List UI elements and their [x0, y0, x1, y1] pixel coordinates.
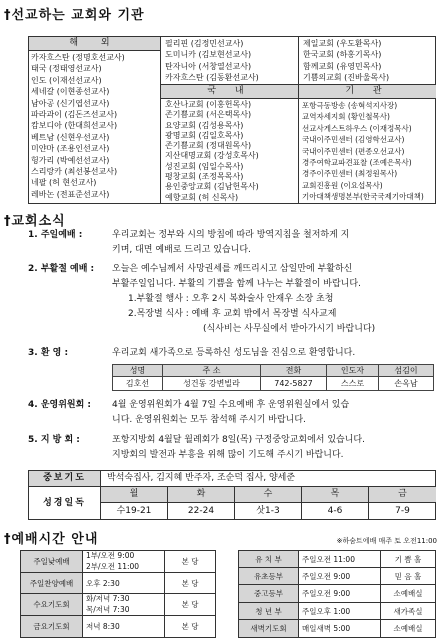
- news-text: 지방회의 발전과 부흥을 위해 많이 기도해 주시기 바랍니다.: [112, 450, 344, 460]
- worship-place: 본 당: [165, 594, 215, 616]
- news-item-3: [28, 346, 435, 361]
- news-text: 부활주일입니다. 부활의 기쁨을 함께 나누는 부활절이 바랍니다.: [112, 279, 361, 289]
- news-text: 우리교회 새가족으로 등록하신 성도님을 진심으로 환영합니다.: [112, 348, 356, 358]
- list-item: 함께교회 (유영민목사): [303, 61, 382, 71]
- table-cell: 스스로: [327, 377, 379, 391]
- table-cell: 성건동 강변빌라: [163, 377, 261, 391]
- list-item: 존기쁨교회 (정대원목사): [165, 141, 252, 151]
- missions-title: †선교하는 교회와 기관: [4, 8, 145, 23]
- worship-time: 매일새벽 5:00: [299, 620, 381, 637]
- list-item: 베트남 (신현우선교사): [31, 132, 110, 142]
- worship-time: 저녁 8:30: [83, 616, 165, 638]
- bible-reading: 4-6: [302, 503, 369, 520]
- table-header: 성명: [113, 365, 163, 377]
- bible-reading: 7-9: [395, 506, 410, 516]
- list-item: 태국 (정태영선교사): [31, 64, 102, 74]
- bible-day: 화: [168, 487, 235, 503]
- worship-time: 1부/오전 9:00 2부/오전 11:00: [83, 551, 165, 573]
- domestic-list: [161, 99, 299, 204]
- worship-name: 주일찬양예배: [21, 573, 83, 595]
- list-item: 평창교회 (조정목목사): [165, 172, 244, 182]
- worship-time: 오후 2:30: [83, 573, 165, 595]
- list-item: 네팔 (허 현선교사): [31, 178, 97, 188]
- bible-day: 금: [369, 487, 436, 503]
- prayer-label: 중보기도: [29, 471, 101, 487]
- worship-name: 금요기도회: [21, 616, 83, 638]
- list-item: 세네갈 (이현종선교사): [31, 87, 110, 97]
- list-item: 레바논 (전표준선교사): [31, 189, 110, 199]
- overseas-left-list: [29, 51, 161, 204]
- news-text: 오늘은 예수님께서 사망권세를 깨뜨리시고 삼일만에 부활하신: [112, 264, 353, 274]
- prayer-text: 박석숙집사, 김지혜 반주자, 조순덕 집사, 양세준: [107, 473, 296, 483]
- newcomer-table: [112, 364, 434, 391]
- list-item: 카자흐스탄 (김동환선교사): [165, 73, 259, 83]
- worship-title: †예배시간 안내: [4, 532, 99, 547]
- list-item: 도미니카 (김보현선교사): [165, 50, 252, 60]
- news-text: 1.부활절 행사 : 오후 2시 복화술사 안재우 소장 초청: [128, 294, 334, 304]
- news-item-5: [28, 433, 435, 463]
- table-cell: 742-5827: [261, 377, 327, 391]
- news-label: 5. 지 방 회 :: [28, 435, 80, 445]
- list-item: 스리랑카 (최선봉선교사): [31, 167, 118, 177]
- list-item: 광명교회 (김일호목사): [165, 130, 244, 140]
- list-item: 경주여학교파견표찰 (조예은목사): [302, 158, 412, 168]
- worship-right-table: [238, 550, 436, 638]
- worship-time: 주일오전 9:00: [299, 585, 381, 602]
- table-header: 인도자: [327, 365, 379, 377]
- worship-note: ※하숨트에배 매주 토 오전11:00: [336, 537, 437, 545]
- list-item: 호산나교회 (이홍헌목사): [165, 100, 252, 109]
- list-item: 선교사게스트하우스 (이재정목사): [302, 123, 412, 133]
- worship-place: 소예배실: [393, 623, 423, 633]
- worship-name: 청 년 부: [239, 603, 299, 620]
- list-item: 헝가리 (박예선선교사): [31, 155, 110, 165]
- list-item: 카자흐스탄 (정명호선교사): [31, 53, 125, 62]
- list-item: 국내이주민센터 (김영학선교사): [302, 135, 405, 145]
- list-item: 예향교회 (허 신목사): [165, 192, 239, 202]
- news-label: 4. 운영위원회 :: [28, 400, 92, 410]
- list-item: 지산대명교회 (강성호목사): [165, 151, 259, 161]
- bible-reading: 수19-21: [101, 503, 168, 520]
- worship-time: 주일오전 11:00: [299, 551, 381, 568]
- list-item: 교회진흥원 (이요섭목사): [302, 180, 383, 190]
- table-header-row: [113, 365, 434, 377]
- bible-reading: 삿1-3: [235, 503, 302, 520]
- worship-name: 주일낮예배: [21, 551, 83, 573]
- list-item: 탄자니아 (서창열선교사): [165, 61, 252, 71]
- news-label: 1. 주일예배 :: [28, 230, 83, 240]
- list-item: 국내이주민센터 (편종오선교사): [302, 146, 405, 156]
- table-cell: 김호선: [113, 377, 163, 391]
- worship-time: 주일오전 9:00: [299, 568, 381, 585]
- table-header: 주 소: [163, 365, 261, 377]
- list-item: 제일교회 (우도환목사): [303, 39, 382, 48]
- list-item: 성진교회 (임일수목사): [165, 161, 244, 171]
- news-text: 2.목장별 식사 : 예배 후 교회 밖에서 목장별 식사교제: [128, 309, 337, 319]
- worship-name: 유 치 부: [239, 551, 299, 568]
- overseas-right-list: [299, 37, 436, 85]
- worship-place: 본 당: [165, 573, 215, 595]
- news-label: 3. 환 영 :: [28, 348, 69, 358]
- list-item: 포항극동방송 (송혁석지사장): [302, 101, 398, 110]
- worship-place: 믿 음 홀: [381, 568, 435, 585]
- list-item: 경주이주민센터 (최정원목사): [302, 169, 398, 179]
- news-text: 4월 운영위원회가 4월 7일 수요예배 후 운영위원실에서 있습: [112, 400, 350, 410]
- news-text: 포항지방회 4월달 월례회가 8일(목) 구정중앙교회에서 있습니다.: [112, 435, 365, 445]
- news-item-1: [28, 228, 435, 258]
- table-header: 전화: [261, 365, 327, 377]
- list-item: 존기쁨교회 (서은택목사): [165, 110, 252, 120]
- worship-place: 새가족실: [381, 603, 435, 620]
- list-item: 교역자세지회 (황인철목사): [302, 112, 390, 122]
- worship-place: 본 당: [181, 621, 199, 631]
- bible-day: 수: [235, 487, 302, 503]
- bible-label: 성경일독: [29, 487, 101, 520]
- list-item: 기쁨의교회 (진바울목사): [303, 73, 390, 83]
- list-item: 필리핀 (김정민선교사): [165, 39, 244, 48]
- list-item: 파라과이 (김돈즈선교사): [31, 110, 118, 120]
- bible-grid: [101, 487, 436, 520]
- news-text: (식사비는 사무실에서 받아가시기 바랍니다): [203, 324, 376, 334]
- worship-name: 중고등부: [239, 585, 299, 602]
- worship-place: 본 당: [165, 551, 215, 573]
- news-label: 2. 부활절 예배 :: [28, 264, 95, 274]
- worship-name: 유초등부: [239, 568, 299, 585]
- list-item: 미얀마 (조용인선교사): [31, 144, 110, 154]
- news-text: 니다. 운영위원회는 모두 참석해 주시기 바랍니다.: [112, 415, 306, 425]
- news-title: †교회소식: [4, 214, 66, 229]
- institution-header: 기 관: [299, 85, 436, 99]
- list-item: 요양교회 (김성용목사): [165, 120, 244, 130]
- list-item: 기아대책생명본부(한국국제기아대책): [302, 192, 424, 202]
- worship-time: 주일오후 1:00: [299, 603, 381, 620]
- bible-day: 월: [101, 487, 168, 503]
- institution-list: [299, 99, 436, 204]
- list-item: 한국교회 (하홍기목사): [303, 50, 382, 60]
- list-item: 용인중앙교회 (김남헌목사): [165, 182, 259, 192]
- list-item: 남아공 (신기엽선교사): [31, 98, 110, 108]
- worship-name: 새벽기도회: [239, 620, 299, 637]
- worship-place: 기 쁨 홀: [381, 551, 435, 568]
- domestic-header: 국 내: [161, 85, 299, 99]
- worship-name: 수요기도회: [21, 594, 83, 616]
- news-item-4: [28, 398, 435, 428]
- news-text: 키며, 대면 예배로 드리고 있습니다.: [112, 245, 251, 255]
- table-row: [113, 377, 434, 391]
- bible-reading: 22-24: [168, 503, 235, 520]
- prayer-bible-box: [28, 470, 436, 520]
- bible-day: 목: [302, 487, 369, 503]
- news-text: 우리교회는 정부와 시의 방침에 따라 방역지침을 철저하게 지: [112, 230, 350, 240]
- table-cell: 손옥남: [379, 377, 434, 391]
- news-item-2: [28, 262, 435, 337]
- missions-box: [28, 36, 436, 204]
- overseas-mid-list: [161, 37, 299, 85]
- worship-time: 화/저녁 7:30 목/저녁 7:30: [83, 594, 165, 616]
- list-item: 캄보디아 (한대희선교사): [31, 121, 118, 131]
- list-item: 인도 (이재선선교사): [31, 75, 102, 85]
- overseas-header: 해 외: [29, 37, 161, 51]
- worship-place: 소예배실: [381, 585, 435, 602]
- table-header: 섬김이: [379, 365, 434, 377]
- worship-left-table: [20, 550, 216, 638]
